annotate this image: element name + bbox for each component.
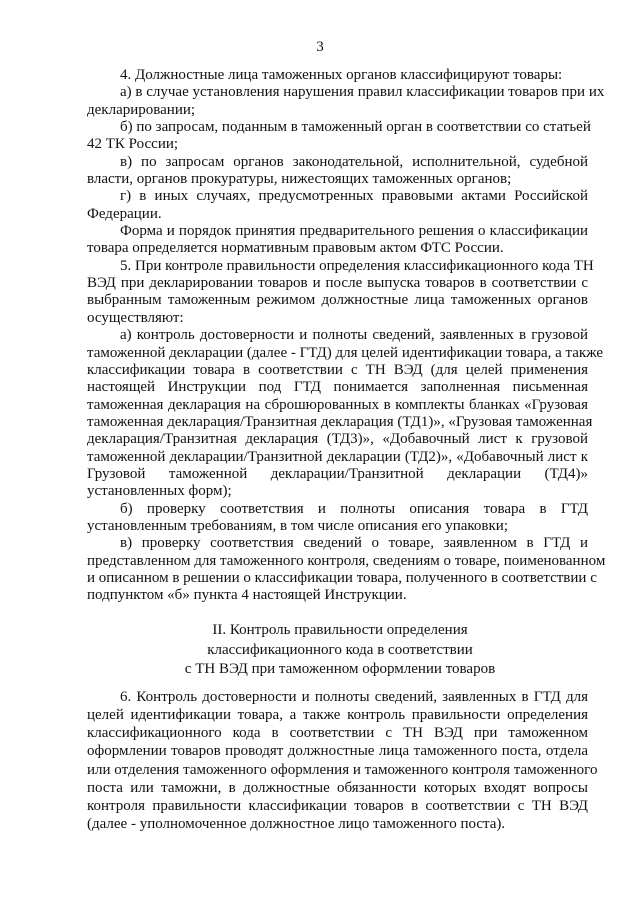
section-1-body	[87, 67, 606, 605]
text-line: установленных форм);	[87, 483, 232, 500]
text-line: в) по запросам органов законодательной, исполнительной, судебной	[120, 153, 588, 170]
text-line: классификации товара в соответствии с ТН ВЭД (для целей применения	[87, 361, 588, 378]
text-line: целей идентификации товара, а также контроль правильности определения	[87, 707, 588, 724]
text-line: Грузовой таможенной декларации/Транзитной декларации (ТД4)»	[87, 465, 588, 482]
text-line: 5. При контроле правильности определения классификационного кода ТН	[120, 257, 594, 274]
text-line: декларировании;	[87, 101, 196, 118]
text-line: и описанном в решении о классификации товара, полученного в соответствии с	[87, 569, 597, 586]
paragraph	[87, 67, 588, 84]
text-line: товара определяется нормативным правовым актом ФТС России.	[87, 240, 504, 257]
text-line: г) в иных случаях, предусмотренных правовыми актами Российской	[120, 188, 588, 205]
text-line: 42 ТК России;	[87, 136, 179, 153]
paragraph	[87, 119, 591, 154]
heading-line: классификационного кода в соответствии	[207, 641, 473, 658]
paragraph	[87, 223, 588, 258]
text-line: 4. Должностные лица таможенных органов классифицируют товары:	[120, 67, 563, 83]
heading-line: II. Контроль правильности определения	[212, 622, 468, 638]
text-line: б) проверку соответствия и полноты описания товара в ГТД	[120, 500, 588, 517]
text-line: или отделения таможенного оформления и таможенного контроля таможенного	[87, 761, 598, 778]
text-line: классификационного кода в соответствии с ТН ВЭД при таможенном	[87, 725, 588, 742]
paragraph	[87, 154, 588, 189]
text-line: таможенной декларации/Транзитной декларации (ТД2)», «Добавочный лист к	[87, 448, 588, 465]
text-line: ВЭД при декларировании товаров и после выпуска товаров в соответствии с	[87, 275, 588, 292]
text-line: Федерации.	[87, 205, 162, 222]
paragraph	[87, 84, 605, 119]
heading-line: с ТН ВЭД при таможенном оформлении товаров	[184, 661, 496, 677]
text-line: в) проверку соответствия сведений о товаре, заявленном в ГТД и	[120, 535, 588, 552]
text-line: декларация/Транзитная декларация (ТД3)», «Добавочный лист к грузовой	[87, 431, 588, 448]
text-line: б) по запросам, поданным в таможенный орган в соответствии со статьей	[120, 119, 591, 136]
text-line: 6. Контроль достоверности и полноты сведений, заявленных в ГТД для	[120, 689, 588, 705]
paragraph	[87, 188, 588, 223]
text-line: (далее - уполномоченное должностное лицо таможенного поста).	[87, 816, 506, 833]
text-line: оформлении товаров проводят должностные лица таможенного поста, отдела	[87, 743, 588, 760]
text-line: таможенной декларации (далее - ГТД) для целей идентификации товара, а также	[87, 344, 604, 361]
text-line: контроля правильности классификации товаров в соответствии с ТН ВЭД	[87, 797, 588, 814]
text-line: подпунктом «б» пункта 4 настоящей Инструкции.	[87, 587, 407, 604]
paragraph	[87, 327, 604, 500]
text-line: представленном для таможенного контроля, сведениям о товаре, поименованном	[87, 552, 606, 569]
text-line: поста или таможни, в должностные обязанности которых входят вопросы	[87, 779, 588, 796]
text-line: таможенная декларация/Транзитная декларация (ТД1)», «Грузовая таможенная	[87, 413, 593, 430]
text-line: а) контроль достоверности и полноты сведений, заявленных в грузовой	[120, 327, 588, 344]
paragraph	[87, 535, 606, 604]
text-line: выбранным таможенным режимом должностные лица таможенных органов	[87, 292, 588, 309]
paragraph	[87, 501, 588, 536]
text-line: власти, органов прокуратуры, нижестоящих таможенных органов;	[87, 171, 512, 188]
text-line: а) в случае установления нарушения правил классификации товаров при их	[120, 84, 605, 101]
text-line: таможенная декларация на сброшюрованных в комплекты бланках «Грузовая	[87, 396, 588, 413]
paragraph	[87, 257, 594, 327]
text-line: осуществляют:	[87, 309, 184, 326]
text-line: настоящей Инструкции под ГТД понимается заполненная письменная	[87, 379, 588, 396]
page-number: 3	[316, 39, 324, 55]
text-line: установленным требованиям, в том числе описания его упаковки;	[87, 517, 508, 534]
text-line: Форма и порядок принятия предварительного решения о классификации	[120, 223, 588, 240]
section-2-body	[87, 688, 598, 833]
section-2-heading	[0, 621, 640, 680]
paragraph	[87, 688, 598, 833]
